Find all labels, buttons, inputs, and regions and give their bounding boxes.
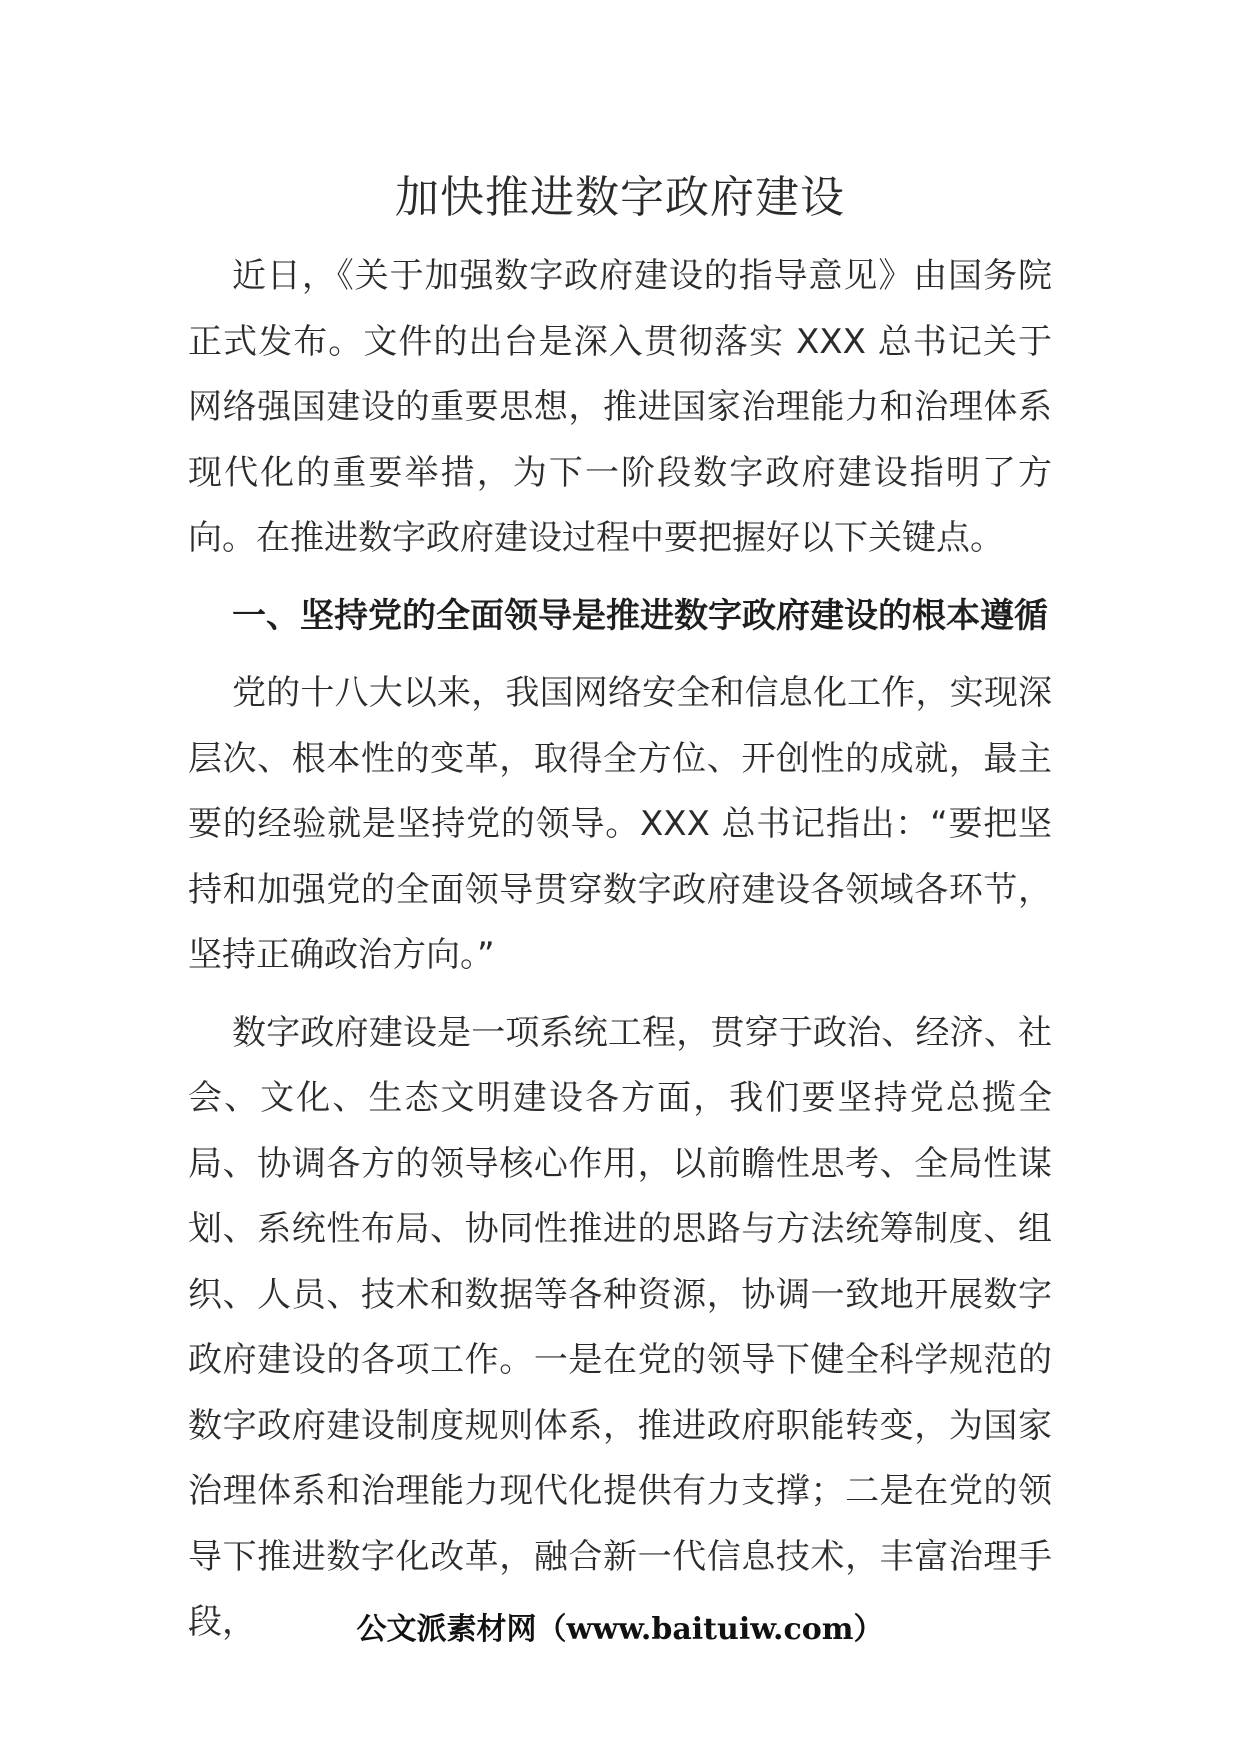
section-paragraph: 数字政府建设是一项系统工程，贯穿于政治、经济、社会、文化、生态文明建设各方面，我们要坚持党总揽全局、协调各方的领导核心作用，以前瞻性思考、全局性谋划、系统性布局、协同性推进的思路与方法统筹制度、组织、人员、技术和数据等各种资源，协调一致地开展数字政府建设的各项工作。一是在党的领导下健全科学规范的数字政府建设制度规则体系，推进政府职能转变，为国家治理体系和治理能力现代化提供有力支撑；二是在党的领导下推进数字化改革，融合新一代信息技术，丰富治理手段， [188, 1012, 1052, 1642]
intro-paragraph: 近日，《关于加强数字政府建设的指导意见》由国务院正式发布。文件的出台是深入贯彻落实 XXX 总书记关于网络强国建设的重要思想，推进国家治理能力和治理体系现代化的重要举措，为下一阶段数字政府建设指明了方向。在推进数字政府建设过程中要把握好以下关键点。 [188, 256, 1052, 558]
document-title: 加快推进数字政府建设 [395, 172, 845, 223]
section-paragraph: 党的十八大以来，我国网络安全和信息化工作，实现深层次、根本性的变革，取得全方位、开创性的成就，最主要的经验就是坚持党的领导。XXX 总书记指出：“要把坚持和加强党的全面领导贯穿数字政府建设各领域各环节，坚持正确政治方向。” [188, 673, 1052, 975]
footer-watermark: 公文派素材网（www.baituiw.com） [356, 1612, 884, 1647]
section-heading: 一、坚持党的全面领导是推进数字政府建设的根本遵循 [232, 595, 1048, 636]
document-body [188, 244, 1052, 1668]
